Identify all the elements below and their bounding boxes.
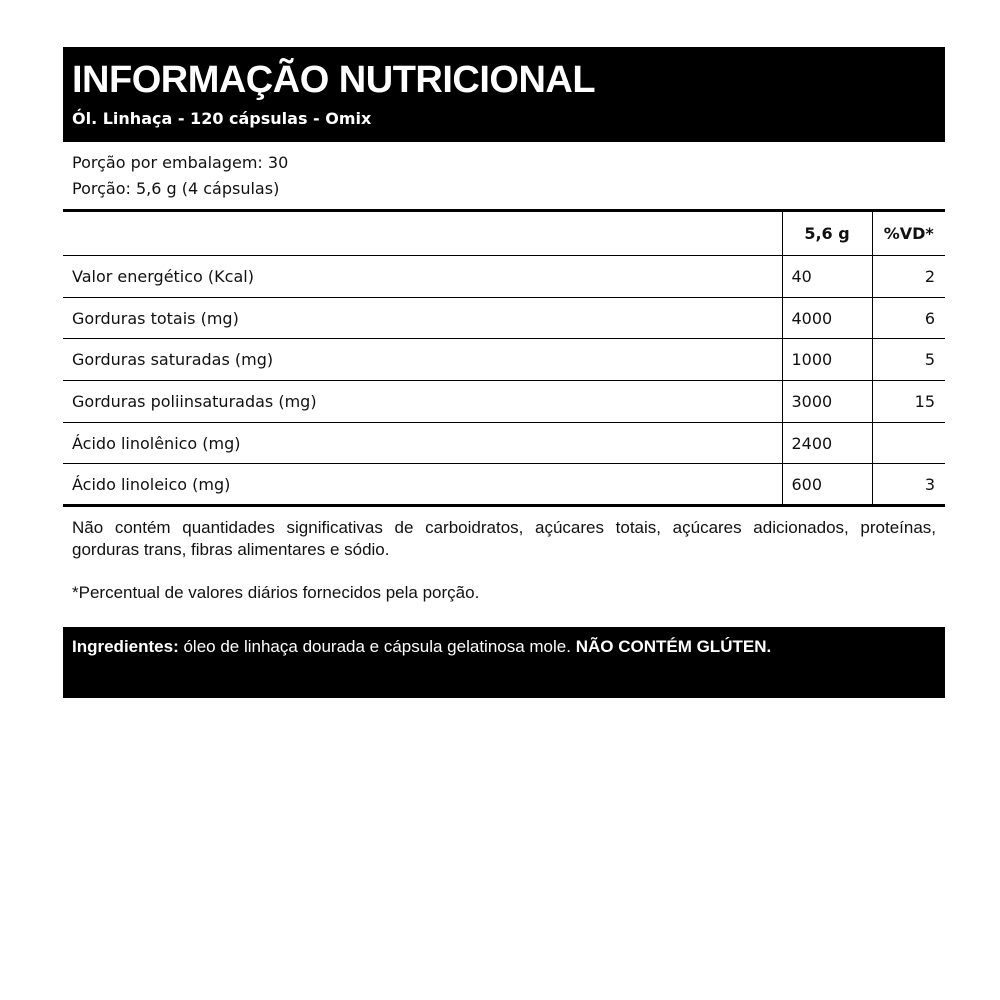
notes-text: Não contém quantidades significativas de carboidratos, açúcares totais, açúcares adicionados, proteínas, gorduras trans, fibras alimentares e sódio.: [72, 518, 936, 560]
gluten-warning: NÃO CONTÉM GLÚTEN.: [575, 637, 772, 657]
portion-info: [63, 142, 945, 209]
table-row: [63, 464, 945, 506]
nutrient-amount: 3000: [782, 381, 872, 423]
column-header-dv: %VD*: [872, 211, 945, 256]
nutrient-dv: [872, 422, 945, 464]
portions-per-package: Porção por embalagem: 30: [72, 153, 289, 172]
ingredients-box: [63, 627, 945, 698]
nutrient-dv: 3: [872, 464, 945, 506]
table-header-row: [63, 211, 945, 256]
ingredients-label: Ingredientes:: [72, 637, 179, 657]
table-row: [63, 339, 945, 381]
label-header: [63, 47, 945, 142]
table-row: [63, 297, 945, 339]
nutrient-amount: 2400: [782, 422, 872, 464]
nutrient-dv: 2: [872, 256, 945, 298]
nutrient-amount: 600: [782, 464, 872, 506]
ingredients-text: óleo de linhaça dourada e cápsula gelatinosa mole.: [178, 637, 576, 657]
nutrient-name: Gorduras totais (mg): [63, 297, 782, 339]
nutrient-dv: 6: [872, 297, 945, 339]
nutrient-name: Ácido linoleico (mg): [72, 474, 231, 494]
nutrition-label: [63, 47, 945, 698]
table-row: [63, 381, 945, 423]
nutrient-amount: 4000: [782, 297, 872, 339]
nutrition-table: [63, 209, 945, 507]
nutrient-name: Ácido linolênico (mg): [63, 422, 782, 464]
table-row: [63, 422, 945, 464]
product-subtitle: Ól. Linhaça - 120 cápsulas - Omix: [72, 109, 372, 128]
page-title: INFORMAÇÃO NUTRICIONAL: [72, 59, 596, 101]
nutrient-dv: 5: [872, 339, 945, 381]
portion-size: Porção: 5,6 g (4 cápsulas): [72, 179, 280, 198]
nutrient-amount: 1000: [782, 339, 872, 381]
nutrient-name: Valor energético (Kcal): [63, 256, 782, 298]
nutrient-name: Gorduras saturadas (mg): [63, 339, 782, 381]
nutrient-dv: 15: [872, 381, 945, 423]
column-header-nutrient: [63, 211, 782, 256]
nutrient-name: Gorduras poliinsaturadas (mg): [63, 381, 782, 423]
column-header-amount: 5,6 g: [782, 211, 872, 256]
footnote: *Percentual de valores diários fornecidos pela porção.: [72, 583, 480, 603]
table-row: [63, 256, 945, 298]
nutrient-amount: 40: [782, 256, 872, 298]
